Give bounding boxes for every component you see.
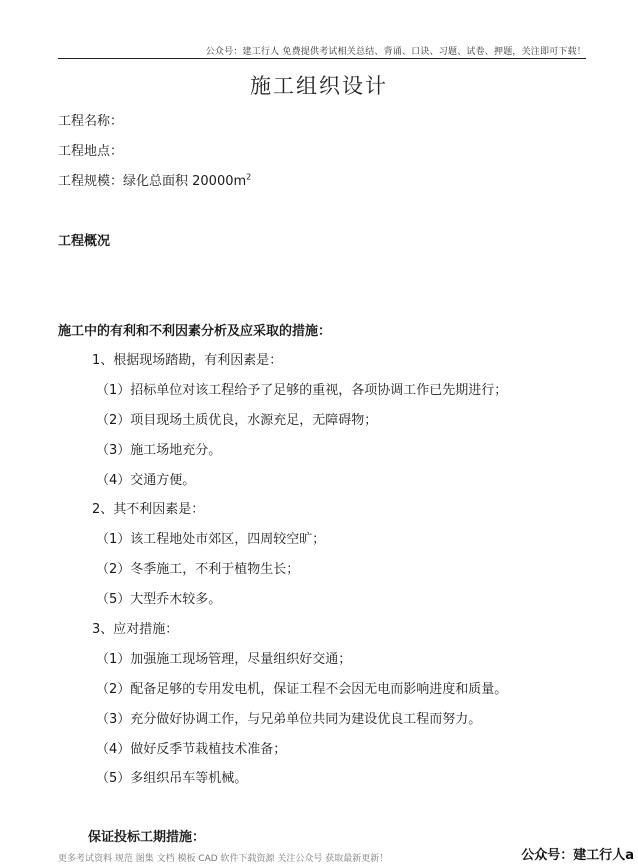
unfavorable-item: （1）该工程地处市郊区，四周较空旷； — [96, 532, 326, 547]
measures-item: （1）加强施工现场管理，尽量组织好交通； — [96, 652, 352, 667]
favorable-item: （2）项目现场土质优良，水源充足，无障碍物； — [96, 413, 378, 428]
schedule-heading: 保证投标工期措施： — [88, 830, 206, 845]
page-title: 施工组织设计 — [250, 74, 388, 98]
favorable-item: （4）交通方便。 — [96, 473, 196, 488]
measures-item: （3）充分做好协调工作，与兄弟单位共同为建设优良工程而努力。 — [96, 712, 482, 727]
measures-item: （4）做好反季节栽植技术准备； — [96, 742, 287, 757]
header-note: 公众号：建工行人 免费提供考试相关总结、背诵、口诀、习题、试卷、押题，关注即可下载！ — [205, 47, 586, 57]
project-name-label: 工程名称： — [58, 114, 124, 129]
favorable-item: （3）施工场地充分。 — [96, 443, 222, 458]
header-rule — [58, 58, 586, 59]
analysis-heading: 施工中的有利和不利因素分析及应采取的措施： — [58, 324, 332, 339]
measures-item: （5）多组织吊车等机械。 — [96, 771, 248, 786]
project-location-label: 工程地点： — [58, 144, 124, 159]
footer-brand: 公众号：建工行人a — [521, 848, 634, 863]
unfavorable-item: （2）冬季施工，不利于植物生长； — [96, 562, 300, 577]
favorable-item: （1）招标单位对该工程给予了足够的重视，各项协调工作已先期进行； — [96, 383, 508, 398]
measures-item: （2）配备足够的专用发电机，保证工程不会因无电而影响进度和质量。 — [96, 682, 508, 697]
overview-heading: 工程概况 — [58, 234, 111, 249]
footer-note: 更多考试资料 规范 图集 文档 模板 CAD 软件下载资源 关注公众号 获取最新更新！ — [58, 854, 389, 864]
unfavorable-item: （5）大型乔木较多。 — [96, 592, 222, 607]
project-scale-superscript: 2 — [246, 172, 252, 182]
project-scale-label: 工程规模：绿化总面积 20000m — [58, 174, 247, 189]
measures-heading: 3、应对措施： — [92, 622, 179, 637]
favorable-heading: 1、根据现场踏勘，有利因素是： — [92, 353, 283, 368]
project-scale-line — [58, 170, 251, 189]
unfavorable-heading: 2、其不利因素是： — [92, 502, 205, 517]
